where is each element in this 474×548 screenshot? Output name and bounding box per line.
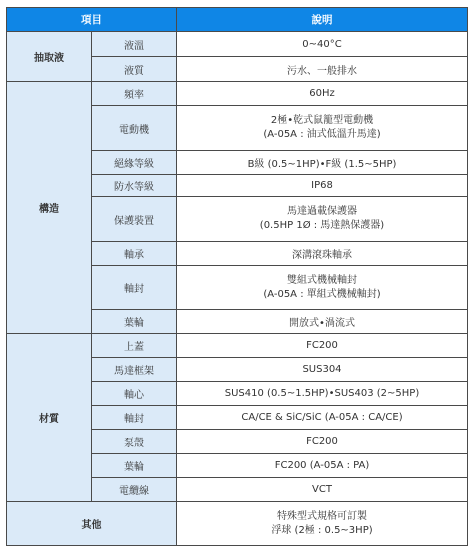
row-label: 軸承 [92, 242, 177, 266]
row-value: 60Hz [177, 82, 468, 106]
row-value: 深溝滾珠軸承 [177, 242, 468, 266]
row-label: 泵殼 [92, 430, 177, 454]
row-value: FC200 [177, 334, 468, 358]
row-value [177, 106, 468, 151]
row-label: 電纜線 [92, 478, 177, 502]
row-label: 液質 [92, 57, 177, 82]
row-label: 軸封 [92, 406, 177, 430]
row-label: 軸封 [92, 266, 177, 310]
value-line: 特殊型式規格可訂製 [277, 510, 367, 522]
row-label: 電動機 [92, 106, 177, 151]
row-label: 絕緣等級 [92, 151, 177, 175]
row-label: 上蓋 [92, 334, 177, 358]
value-line: 雙組式機械軸封 [287, 274, 357, 286]
row-label: 液溫 [92, 32, 177, 57]
group-liquid: 抽取液 [7, 32, 92, 82]
row-value: 污水、一般排水 [177, 57, 468, 82]
row-label: 軸心 [92, 382, 177, 406]
header-row [7, 8, 468, 32]
row-value: FC200 [177, 430, 468, 454]
row-value: 0~40°C [177, 32, 468, 57]
row-value: SUS410 (0.5~1.5HP)•SUS403 (2~5HP) [177, 382, 468, 406]
value-line: (A-05A : 油式低溫升馬達) [263, 129, 381, 140]
table-row [7, 334, 468, 358]
value-line: (0.5HP 1Ø : 馬達熱保護器) [259, 220, 385, 231]
row-value: 開放式•渦流式 [177, 310, 468, 334]
row-value: CA/CE & SiC/SiC (A-05A : CA/CE) [177, 406, 468, 430]
header-item: 項目 [7, 8, 177, 32]
row-value [177, 197, 468, 242]
value-line: 浮球 (2極 : 0.5~3HP) [271, 524, 373, 536]
row-value [177, 502, 468, 546]
row-label: 葉輪 [92, 454, 177, 478]
table-row [7, 502, 468, 546]
row-label: 頻率 [92, 82, 177, 106]
value-line: 馬達過載保護器 [287, 206, 357, 217]
row-value: IP68 [177, 175, 468, 197]
row-label: 保護裝置 [92, 197, 177, 242]
group-materials: 材質 [7, 334, 92, 502]
row-value: B級 (0.5~1HP)•F級 (1.5~5HP) [177, 151, 468, 175]
spec-table [6, 7, 468, 546]
value-line: (A-05A : 單組式機械軸封) [263, 288, 381, 300]
value-line: 2極•乾式鼠籠型電動機 [270, 115, 374, 126]
row-value: SUS304 [177, 358, 468, 382]
row-label: 防水等級 [92, 175, 177, 197]
row-value [177, 266, 468, 310]
table-row [7, 82, 468, 106]
group-other: 其他 [7, 502, 177, 546]
row-label: 葉輪 [92, 310, 177, 334]
row-value: FC200 (A-05A : PA) [177, 454, 468, 478]
row-label: 馬達框架 [92, 358, 177, 382]
table-row [7, 32, 468, 57]
row-value: VCT [177, 478, 468, 502]
header-description: 說明 [177, 8, 468, 32]
group-construction: 構造 [7, 82, 92, 334]
